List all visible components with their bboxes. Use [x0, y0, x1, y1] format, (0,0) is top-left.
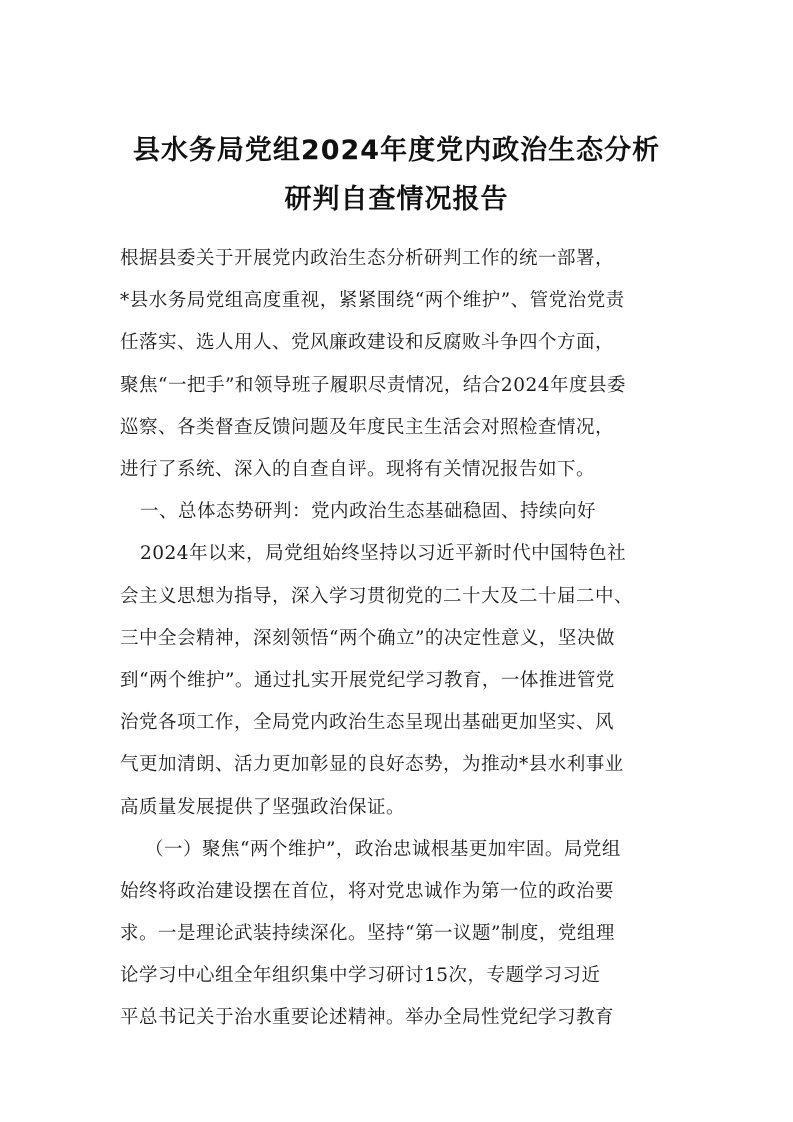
document-title-line-2: 研判自查情况报告 [284, 184, 509, 215]
paragraph-line: 任落实、选人用人、党风廉政建设和反腐败斗争四个方面， [120, 332, 615, 353]
section-heading: 一、总体态势研判：党内政治生态基础稳固、持续向好 [140, 501, 597, 522]
paragraph-line: 高质量发展提供了坚强政治保证。 [120, 797, 406, 818]
paragraph-line: 求。一是理论武装持续深化。坚持“第一议题”制度，党组理 [120, 923, 615, 944]
paragraph-line: 三中全会精神，深刻领悟“两个确立”的决定性意义，坚决做 [120, 628, 615, 649]
paragraph-line: 巡察、各类督查反馈问题及年度民主生活会对照检查情况， [120, 417, 615, 438]
paragraph-line: 进行了系统、深入的自查自评。现将有关情况报告如下。 [120, 459, 596, 480]
paragraph-line: *县水务局党组高度重视，紧紧围绕“两个维护”、管党治党责 [120, 290, 625, 311]
paragraph-line: 到“两个维护”。通过扎实开展党纪学习教育，一体推进管党 [120, 670, 615, 691]
paragraph-line: 2024年以来，局党组始终坚持以习近平新时代中国特色社 [140, 543, 627, 564]
subsection-heading: （一）聚焦“两个维护”，政治忠诚根基更加牢固。局党组 [145, 839, 621, 860]
paragraph-line: 气更加清朗、活力更加彰显的良好态势，为推动*县水利事业 [120, 754, 624, 775]
paragraph-line: 聚焦“一把手”和领导班子履职尽责情况，结合2024年度县委 [120, 375, 626, 396]
paragraph-line: 会主义思想为指导，深入学习贯彻党的二十大及二十届二中、 [120, 586, 634, 607]
paragraph-line: 根据县委关于开展党内政治生态分析研判工作的统一部署， [120, 248, 615, 269]
paragraph-line: 治党各项工作，全局党内政治生态呈现出基础更加坚实、风 [120, 712, 615, 733]
paragraph-line: 始终将政治建设摆在首位，将对党忠诚作为第一位的政治要 [120, 881, 615, 902]
document-title-line-1: 县水务局党组2024年度党内政治生态分析 [132, 135, 661, 166]
paragraph-line: 平总书记关于治水重要论述精神。举办全局性党纪学习教育 [120, 1007, 615, 1028]
paragraph-line: 论学习中心组全年组织集中学习研讨15次，专题学习习近 [120, 965, 601, 986]
